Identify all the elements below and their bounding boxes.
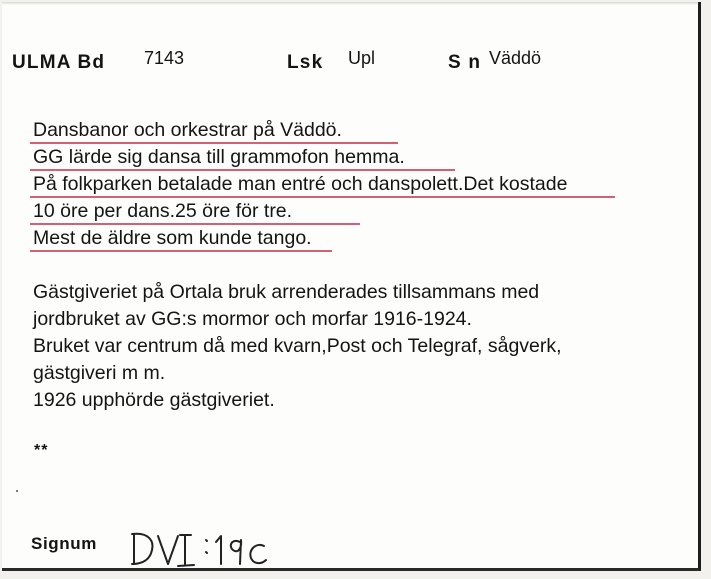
text-line-p1-4: 10 öre per dans.25 öre för tre. [33, 200, 293, 222]
text-line-p1-5: Mest de äldre som kunde tango. [33, 227, 312, 249]
ulma-label: ULMA Bd [12, 52, 106, 73]
card-header [2, 46, 698, 76]
text-line-p1-1: Dansbanor och orkestrar på Väddö. [33, 119, 342, 141]
archive-card [2, 2, 701, 571]
ulma-value: 7143 [144, 48, 185, 68]
sn-label: S n [448, 52, 482, 73]
signum-handwriting [128, 520, 288, 572]
lsk-label: Lsk [287, 52, 324, 73]
paper-speck [16, 490, 18, 492]
underline-mark [30, 196, 615, 198]
text-line-p2-4: gästgiveri m m. [33, 362, 166, 384]
text-line-p2-3: Bruket var centrum då med kvarn,Post och Telegraf, sågverk, [33, 335, 562, 357]
underline-mark [30, 169, 455, 171]
sn-value: Väddö [489, 48, 542, 68]
signum-label: Signum [31, 534, 97, 553]
underline-mark [30, 223, 360, 225]
text-line-p2-2: jordbruket av GG:s mormor och morfar 1916-1924. [33, 308, 472, 330]
text-line-p2-1: Gästgiveriet på Ortala bruk arrenderades tillsammans med [33, 281, 540, 303]
stars-marker: ** [34, 442, 49, 459]
text-line-p2-5: 1926 upphörde gästgiveriet. [33, 389, 275, 411]
underline-mark [30, 142, 398, 144]
underline-mark [30, 250, 332, 252]
text-line-p1-3: På folkparken betalade man entré och danspolett.Det kostade [33, 173, 568, 195]
text-line-p1-2: GG lärde sig dansa till grammofon hemma. [33, 146, 405, 168]
lsk-value: Upl [348, 48, 376, 68]
